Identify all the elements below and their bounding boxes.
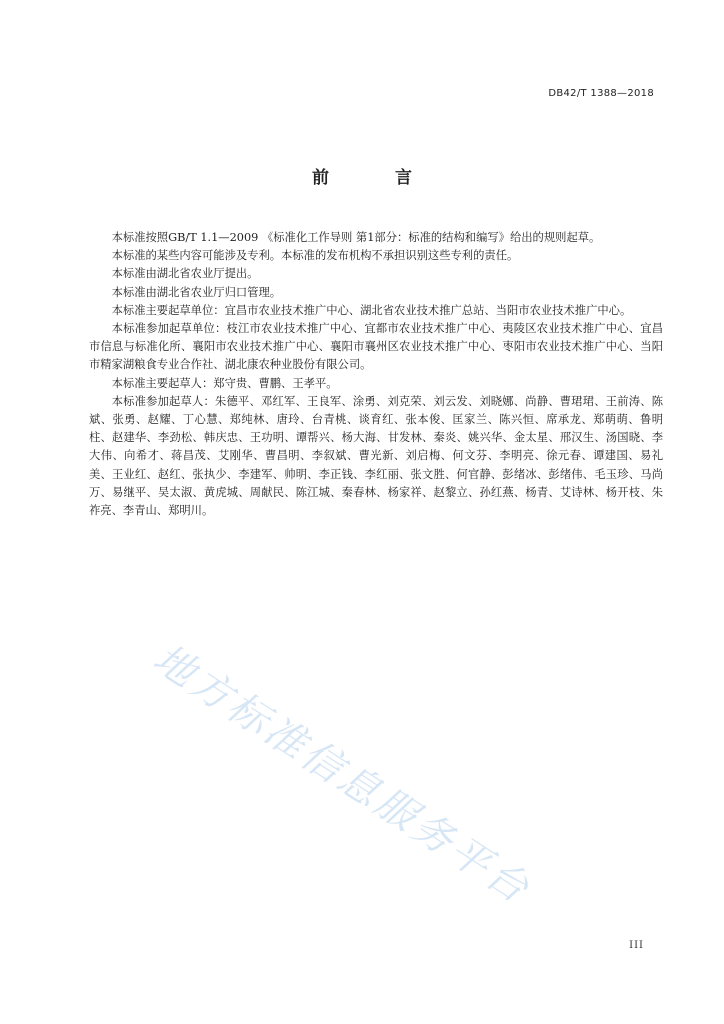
- foreword-body: [89, 229, 663, 520]
- standard-code: DB42/T 1388—2018: [548, 88, 654, 99]
- paragraph-main-drafters: 本标准主要起草人：郑守贵、曹鹏、王孝平。: [111, 376, 338, 390]
- paragraph-main-drafting-units: 本标准主要起草单位：宜昌市农业技术推广中心、湖北省农业技术推广总站、当阳市农业技术推广中心。: [111, 303, 632, 317]
- paragraph-administered-by: 本标准由湖北省农业厅归口管理。: [111, 285, 282, 299]
- page-title: 前 言: [312, 168, 442, 188]
- paragraph-participating-drafters: 本标准参加起草人：朱德平、邓红军、王良军、涂勇、刘克荣、刘云发、刘晓娜、尚静、曹珺珺、王前涛、陈斌、张勇、赵耀、丁心慧、郑纯林、唐玲、台青桃、谈育红、张本俊、匡家兰、陈兴恒、席承龙、郑萌萌、鲁明柱、赵建华、李劲松、韩庆忠、王功明、谭帮兴、杨大海、甘发林、秦炎、姚兴华、金太星、邢汉生、汤国晓、李大伟、向希才、蒋昌茂、艾刚华、曹昌明、李叙斌、曹光新、刘启梅、何文芬、李明亮、徐元春、谭建国、易礼美、王业红、赵红、张执少、李建军、帅明、李正钱、李红丽、张文胜、何官静、彭绪冰、彭绪伟、毛玉珍、马尚万、易继平、吴太淑、黄虎城、周献民、陈江城、秦春林、杨家祥、赵黎立、孙红燕、杨青、艾诗林、杨开枝、朱祚亮、李青山、郑明川。: [89, 394, 663, 518]
- paragraph-proposed-by: 本标准由湖北省农业厅提出。: [111, 267, 259, 281]
- paragraph-drafting-rules: 本标准按照GB/T 1.1—2009 《标准化工作导则 第1部分：标准的结构和编写》给出的规则起草。: [111, 231, 601, 244]
- watermark-text: 地方标准信息服务平台: [145, 635, 540, 914]
- paragraph-patent-notice: 本标准的某些内容可能涉及专利。本标准的发布机构不承担识别这些专利的责任。: [111, 249, 519, 263]
- paragraph-participating-units: 本标准参加起草单位：枝江市农业技术推广中心、宜都市农业技术推广中心、夷陵区农业技术推广中心、宜昌市信息与标准化所、襄阳市农业技术推广中心、襄阳市襄州区农业技术推广中心、枣阳市农业技术推广中心、当阳市精家湖粮食专业合作社、湖北康农种业股份有限公司。: [89, 322, 663, 372]
- page-number: III: [629, 940, 644, 951]
